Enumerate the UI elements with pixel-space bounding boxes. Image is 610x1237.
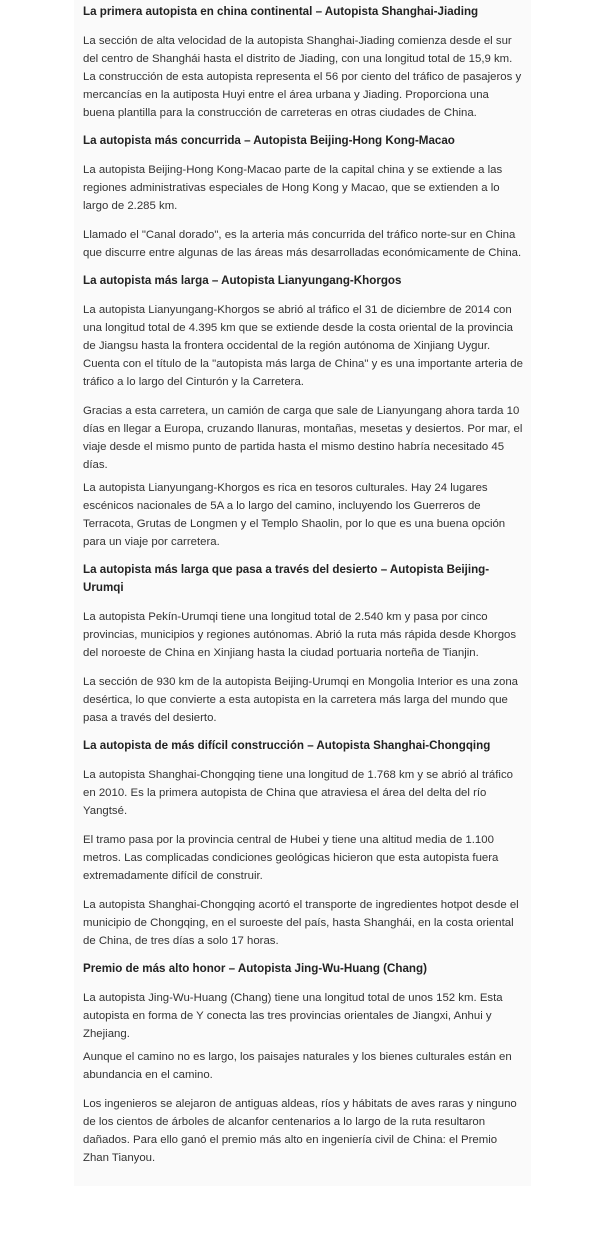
paragraph: Gracias a esta carretera, un camión de carga que sale de Lianyungang ahora tarda 10 días en llegar a Europa, cruzando llanuras, montañas, mesetas y desiertos. Por mar, el viaje desde el mismo punto de partida hasta el mismo destino habría necesitado 45 días.	[83, 405, 523, 471]
paragraph: Llamado el "Canal dorado", es la arteria más concurrida del tráfico norte-sur en China que discurre entre algunas de las áreas más desarrolladas económicamente de China.	[83, 229, 522, 259]
paragraph: Los ingenieros se alejaron de antiguas aldeas, ríos y hábitats de aves raras y ninguno de los cientos de árboles de alcanfor centenarios a lo largo de la ruta resultaron dañados. Para ello ganó el premio más alto en ingeniería civil de China: el Premio Zhan Tianyou.	[83, 1098, 517, 1164]
paragraph: El tramo pasa por la provincia central de Hubei y tiene una altitud media de 1.100 metros. Las complicadas condiciones geológicas hicieron que esta autopista fuera extremadamente difícil de construir.	[83, 834, 499, 882]
section-heading-beijing-hongkong-macao: La autopista más concurrida – Autopista Beijing-Hong Kong-Macao	[83, 134, 455, 147]
section-heading-shanghai-chongqing: La autopista de más difícil construcción – Autopista Shanghai-Chongqing	[83, 739, 491, 752]
paragraph: Aunque el camino no es largo, los paisajes naturales y los bienes culturales están en abundancia en el camino.	[83, 1051, 512, 1081]
section-heading-jing-wu-huang: Premio de más alto honor – Autopista Jing-Wu-Huang (Chang)	[83, 962, 427, 975]
paragraph: La autopista Lianyungang-Khorgos se abrió al tráfico el 31 de diciembre de 2014 con una longitud total de 4.395 km que se extiende desde la costa oriental de la provincia de Jiangsu hasta la frontera occidental de la región autónoma de Xinjiang Uygur. Cuenta con el título de la "autopista más larga de China" y es una importante arteria de tráfico a lo largo del Cinturón y la Carretera.	[83, 304, 523, 388]
paragraph: La autopista Shanghai-Chongqing tiene una longitud de 1.768 km y se abrió al tráfico en 2010. Es la primera autopista de China que atraviesa el área del delta del río Yangtsé.	[83, 769, 513, 817]
paragraph: La autopista Beijing-Hong Kong-Macao parte de la capital china y se extiende a las regiones administrativas especiales de Hong Kong y Macao, que se extienden a lo largo de 2.285 km.	[83, 164, 503, 212]
section-heading-shanghai-jiading: La primera autopista en china continental – Autopista Shanghai-Jiading	[83, 5, 479, 18]
paragraph: La autopista Shanghai-Chongqing acortó el transporte de ingredientes hotpot desde el municipio de Chongqing, en el suroeste del país, hasta Shanghái, en la costa oriental de China, de tres días a solo 17 horas.	[83, 899, 519, 947]
section-heading-lianyungang-khorgos: La autopista más larga – Autopista Lianyungang-Khorgos	[83, 274, 402, 287]
paragraph: La autopista Jing-Wu-Huang (Chang) tiene una longitud total de unos 152 km. Esta autopista en forma de Y conecta las tres provincias orientales de Jiangxi, Anhui y Zhejiang.	[83, 992, 503, 1040]
paragraph: La sección de 930 km de la autopista Beijing-Urumqi en Mongolia Interior es una zona desértica, lo que convierte a esta autopista en la carretera más larga del mundo que pasa a través del desierto.	[83, 676, 518, 724]
paragraph: La autopista Lianyungang-Khorgos es rica en tesoros culturales. Hay 24 lugares escénicos nacionales de 5A a lo largo del camino, incluyendo los Guerreros de Terracota, Grutas de Longmen y el Templo Shaolin, por lo que es una buena opción para un viaje por carretera.	[83, 482, 506, 548]
paragraph: La autopista Pekín-Urumqi tiene una longitud total de 2.540 km y pasa por cinco provincias, municipios y regiones autónomas. Abrió la ruta más rápida desde Khorgos del noroeste de China en Xinjiang hasta la ciudad portuaria norteña de Tianjin.	[83, 611, 517, 659]
paragraph: La sección de alta velocidad de la autopista Shanghai-Jiading comienza desde el sur del centro de Shanghái hasta el distrito de Jiading, con una longitud total de 15,9 km. La construcción de esta autopista representa el 56 por ciento del tráfico de pasajeros y mercancías en la autiposta Huyi entre el área urbana y Jiading. Proporciona una buena plantilla para la construcción de carreteras en otras ciudades de China.	[83, 35, 522, 119]
article-body	[83, 0, 523, 1167]
section-heading-beijing-urumqi: La autopista más larga que pasa a través del desierto – Autopista Beijing-Urumqi	[83, 563, 490, 594]
